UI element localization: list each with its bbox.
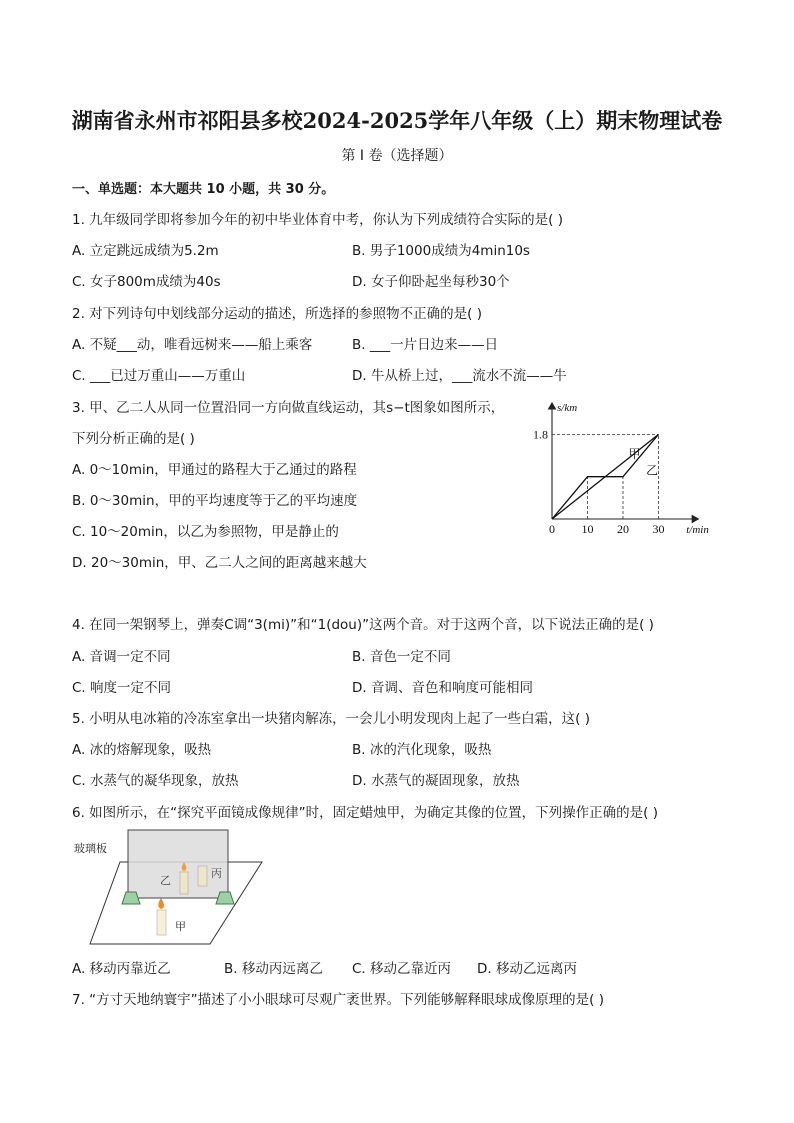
page-title: 湖南省永州市祁阳县多校2024-2025学年八年级（上）期末物理试卷 xyxy=(71,108,723,133)
question-1-option-b: B. 男子1000成绩为4min10s xyxy=(352,243,530,259)
series-label-yi: 乙 xyxy=(646,463,659,478)
page-subtitle: 第 I 卷（选择题） xyxy=(341,148,453,164)
question-3-option-a: A. 0～10min，甲通过的路程大于乙通过的路程 xyxy=(72,462,357,478)
y-axis-label: s/km xyxy=(557,402,578,414)
question-4-option-d: D. 音调、音色和响度可能相同 xyxy=(352,680,533,696)
y-tick-1.8: 1.8 xyxy=(533,427,548,442)
question-1-option-d: D. 女子仰卧起坐每秒30个 xyxy=(352,274,510,290)
candle-b xyxy=(180,872,188,894)
question-4-option-b: B. 音色一定不同 xyxy=(352,649,451,665)
question-1-stem: 1. 九年级同学即将参加今年的初中毕业体育中考，你认为下列成绩符合实际的是( ) xyxy=(72,212,563,228)
question-2-option-b: B. ___一片日边来——日 xyxy=(352,337,499,353)
series-label-jia: 甲 xyxy=(628,446,641,461)
question-6-option-c: C. 移动乙靠近丙 xyxy=(352,961,452,977)
question-5-option-b: B. 冰的汽化现象，吸热 xyxy=(352,742,492,758)
question-4-stem: 4. 在同一架钢琴上，弹奏C调“3(mi)”和“1(dou)”这两个音。对于这两个音，以下说法正确的是( ) xyxy=(72,617,654,633)
question-5-option-a: A. 冰的熔解现象，吸热 xyxy=(72,742,212,758)
question-1-option-c: C. 女子800m成绩为40s xyxy=(72,274,221,290)
question-3-stem-line1: 3. 甲、乙二人从同一位置沿同一方向做直线运动，其s−t图象如图所示， xyxy=(72,400,505,416)
x-tick-20: 20 xyxy=(617,522,629,536)
question-3-option-c: C. 10～20min，以乙为参照物，甲是静止的 xyxy=(72,524,339,540)
candle-b-label: 乙 xyxy=(160,875,171,887)
candle-c xyxy=(198,866,207,886)
question-6-stem: 6. 如图所示，在“探究平面镜成像规律”时，固定蜡烛甲，为确定其像的位置，下列操作正确的是( ) xyxy=(72,805,658,821)
question-4-option-c: C. 响度一定不同 xyxy=(72,680,172,696)
question-2-stem: 2. 对下列诗句中划线部分运动的描述，所选择的参照物不正确的是( ) xyxy=(72,306,482,322)
question-5-option-c: C. 水蒸气的凝华现象，放热 xyxy=(72,773,239,789)
question-6-option-b: B. 移动丙远离乙 xyxy=(224,961,323,977)
question-2-option-c: C. ___已过万重山——万重山 xyxy=(72,368,246,384)
section-heading: 一、单选题：本大题共 10 小题，共 30 分。 xyxy=(72,182,335,197)
question-6-option-d: D. 移动乙远离丙 xyxy=(477,961,577,977)
candle-a-label: 甲 xyxy=(175,921,186,933)
x-tick-0: 0 xyxy=(549,522,555,536)
candle-a xyxy=(157,910,166,935)
question-7-stem: 7. “方寸天地纳寰宇”描述了小小眼球可尽观广袤世界。下列能够解释眼球成像原理的是( ) xyxy=(72,992,604,1008)
question-4-option-a: A. 音调一定不同 xyxy=(72,649,171,665)
glass-plate xyxy=(128,830,228,898)
question-3-option-d: D. 20～30min，甲、乙二人之间的距离越来越大 xyxy=(72,555,367,571)
question-6-option-a: A. 移动丙靠近乙 xyxy=(72,961,171,977)
question-2-option-a: A. 不疑___动，唯看远树来——船上乘客 xyxy=(72,337,313,353)
question-5-option-d: D. 水蒸气的凝固现象，放热 xyxy=(352,773,520,789)
mirror-experiment-figure xyxy=(70,822,270,952)
question-2-option-d: D. 牛从桥上过，___流水不流——牛 xyxy=(352,368,567,384)
question-1-option-a: A. 立定跳远成绩为5.2m xyxy=(72,243,219,259)
question-5-stem: 5. 小明从电冰箱的冷冻室拿出一块猪肉解冻，一会儿小明发现肉上起了一些白霜，这( ) xyxy=(72,711,590,727)
question-3-stem-line2: 下列分析正确的是( ) xyxy=(72,431,195,447)
glass-label: 玻璃板 xyxy=(74,843,107,855)
x-tick-30: 30 xyxy=(652,522,665,536)
candle-c-label: 丙 xyxy=(211,868,222,880)
st-graph xyxy=(530,395,730,545)
x-axis-label: t/min xyxy=(686,524,709,536)
x-tick-10: 10 xyxy=(581,522,594,536)
question-3-option-b: B. 0～30min，甲的平均速度等于乙的平均速度 xyxy=(72,493,358,509)
